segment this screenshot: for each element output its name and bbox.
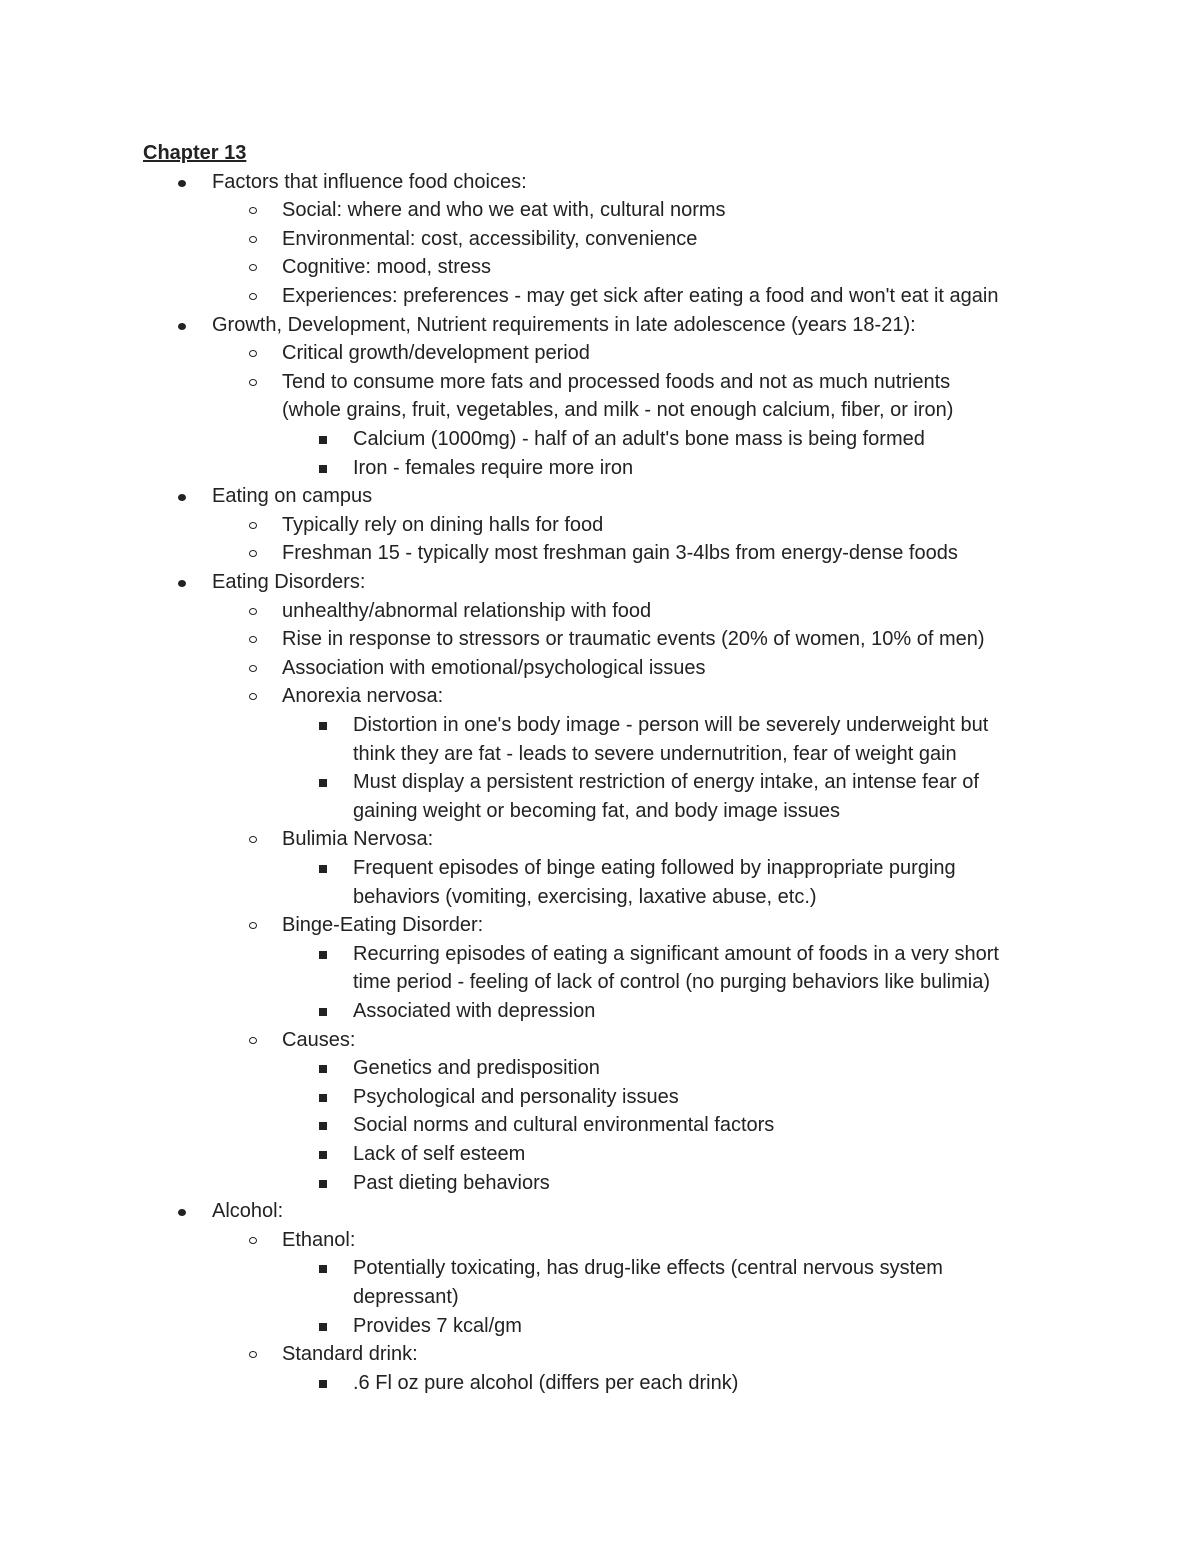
outline-text: Association with emotional/psychological issues [282,656,706,679]
outline-item-level-3 [353,711,988,740]
bullet-square-icon [319,436,327,444]
outline-item-level-2 [282,1226,355,1255]
outline-text: think they are fat - leads to severe undernutrition, fear of weight gain [353,742,957,765]
outline-item-level-3 [353,997,595,1026]
outline-item-level-2 [282,368,950,397]
outline-item-level-2 [282,253,491,282]
bullet-disc-icon [178,494,186,501]
bullet-square-icon [319,1094,327,1102]
bullet-square-icon [319,1151,327,1159]
bullet-square-icon [319,951,327,959]
bullet-square-icon [319,1008,327,1016]
outline-text: Calcium (1000mg) - half of an adult's bone mass is being formed [353,427,925,450]
outline-text: depressant) [353,1285,459,1308]
outline-item-level-3 [353,854,956,883]
outline-text: Must display a persistent restriction of energy intake, an intense fear of [353,771,979,794]
bullet-square-icon [319,722,327,730]
outline-text: Tend to consume more fats and processed foods and not as much nutrients [282,370,951,393]
outline-text: Eating Disorders: [212,570,366,593]
outline-item-level-3 [353,1111,774,1140]
outline-text: (whole grains, fruit, vegetables, and milk - not enough calcium, fiber, or iron) [282,399,954,422]
outline-continuation-line [353,740,957,769]
outline-item-level-3 [353,1369,738,1398]
outline-item-level-3 [353,1169,550,1198]
outline-text: Past dieting behaviors [353,1171,550,1194]
outline-text: gaining weight or becoming fat, and body image issues [353,799,840,822]
outline-text: Environmental: cost, accessibility, convenience [282,227,698,250]
bullet-disc-icon [178,323,186,330]
bullet-square-icon [319,1265,327,1273]
outline-text: Provides 7 kcal/gm [353,1314,522,1337]
bullet-circle-icon [249,207,257,214]
bullet-circle-icon [249,550,257,557]
outline-item-level-2 [282,1026,355,1055]
outline-item-level-3 [353,1312,522,1341]
outline-item-level-3 [353,425,925,454]
outline-text: Potentially toxicating, has drug-like effects (central nervous system [353,1257,943,1280]
outline-item-level-1 [212,482,372,511]
outline-text: Freshman 15 - typically most freshman gain 3-4lbs from energy-dense foods [282,542,958,565]
outline-item-level-2 [282,339,590,368]
outline-continuation-line [353,968,990,997]
outline-text: Associated with depression [353,999,596,1022]
bullet-square-icon [319,1065,327,1073]
outline-item-level-3 [353,1083,679,1112]
bullet-circle-icon [249,1351,257,1358]
bullet-circle-icon [249,1237,257,1244]
outline-item-level-2 [282,1340,418,1369]
bullet-square-icon [319,779,327,787]
bullet-circle-icon [249,693,257,700]
outline-text: Standard drink: [282,1343,418,1366]
bullet-square-icon [319,1380,327,1388]
bullet-circle-icon [249,379,257,386]
outline-text: Critical growth/development period [282,342,590,365]
outline-item-level-1 [212,568,365,597]
outline-item-level-3 [353,454,633,483]
outline-text: Iron - females require more iron [353,456,634,479]
bullet-circle-icon [249,665,257,672]
bullet-circle-icon [249,836,257,843]
bullet-circle-icon [249,293,257,300]
outline-item-level-2 [282,282,998,311]
outline-item-level-3 [353,940,999,969]
outline-item-level-2 [282,654,706,683]
chapter-title: Chapter 13 [143,142,247,164]
outline-item-level-1 [212,311,916,340]
outline-item-level-3 [353,768,979,797]
outline-item-level-1 [212,168,527,197]
outline-text: Growth, Development, Nutrient requirements in late adolescence (years 18-21): [212,313,916,336]
outline-item-level-2 [282,682,443,711]
bullet-disc-icon [178,180,186,187]
bullet-square-icon [319,865,327,873]
outline-item-level-2 [282,911,483,940]
bullet-square-icon [319,465,327,473]
outline-item-level-2 [282,511,603,540]
bullet-disc-icon [178,1209,186,1216]
outline-text: Social: where and who we eat with, cultural norms [282,199,726,222]
outline-text: Genetics and predisposition [353,1057,600,1080]
outline-item-level-2 [282,625,985,654]
outline-text: Bulimia Nervosa: [282,828,434,851]
outline-text: Cognitive: mood, stress [282,256,491,279]
outline-text: unhealthy/abnormal relationship with food [282,599,652,622]
outline-text: Causes: [282,1028,356,1051]
bullet-circle-icon [249,264,257,271]
outline-text: behaviors (vomiting, exercising, laxative abuse, etc.) [353,885,817,908]
bullet-circle-icon [249,922,257,929]
outline-text: Alcohol: [212,1200,284,1223]
bullet-circle-icon [249,636,257,643]
outline-text: Recurring episodes of eating a significant amount of foods in a very short [353,942,999,965]
outline-item-level-2 [282,225,697,254]
outline-item-level-3 [353,1254,943,1283]
outline-item-level-2 [282,196,726,225]
outline-item-level-1 [212,1197,283,1226]
outline-continuation-line [353,1283,459,1312]
outline-continuation-line [353,797,840,826]
outline-item-level-2 [282,539,958,568]
bullet-square-icon [319,1180,327,1188]
outline-text: Anorexia nervosa: [282,685,444,708]
outline-text: Social norms and cultural environmental factors [353,1114,775,1137]
outline-text: Lack of self esteem [353,1142,526,1165]
bullet-square-icon [319,1122,327,1130]
bullet-circle-icon [249,1037,257,1044]
outline-item-level-2 [282,597,651,626]
outline-text: Distortion in one's body image - person will be severely underweight but [353,713,989,736]
outline-item-level-2 [282,825,433,854]
outline-text: Factors that influence food choices: [212,170,527,193]
outline-text: Typically rely on dining halls for food [282,513,604,536]
bullet-circle-icon [249,522,257,529]
bullet-square-icon [319,1323,327,1331]
outline-text: Psychological and personality issues [353,1085,679,1108]
outline-text: time period - feeling of lack of control (no purging behaviors like bulimia) [353,971,990,994]
outline-text: Binge-Eating Disorder: [282,914,484,937]
outline-continuation-line [353,883,817,912]
outline-continuation-line [282,396,953,425]
outline-text: Rise in response to stressors or traumatic events (20% of women, 10% of men) [282,628,985,651]
outline-text: Experiences: preferences - may get sick after eating a food and won't eat it again [282,284,999,307]
outline-text: Eating on campus [212,485,373,508]
outline-text: .6 Fl oz pure alcohol (differs per each drink) [353,1371,739,1394]
bullet-circle-icon [249,236,257,243]
outline-text: Frequent episodes of binge eating followed by inappropriate purging [353,856,956,879]
bullet-circle-icon [249,608,257,615]
bullet-disc-icon [178,580,186,587]
outline-item-level-3 [353,1054,600,1083]
outline-text: Ethanol: [282,1228,356,1251]
bullet-circle-icon [249,350,257,357]
outline-item-level-3 [353,1140,525,1169]
